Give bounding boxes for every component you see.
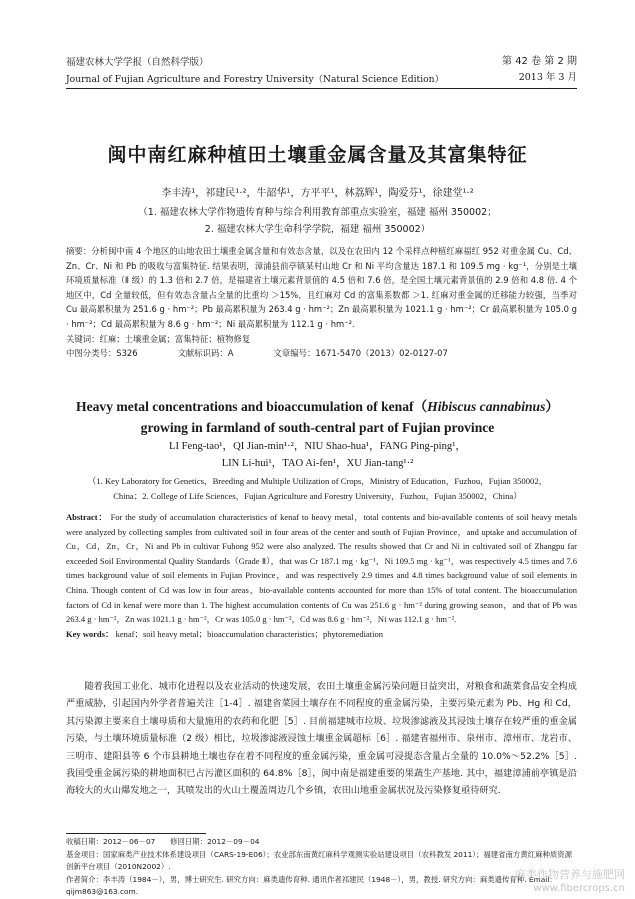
watermark-site-name: 麻类作物营养与施肥网	[515, 868, 625, 881]
classification-row	[66, 346, 577, 361]
watermark-url: www.fibercrops.cn	[533, 883, 625, 894]
intro-paragraph: 随着我国工业化、城市化进程以及农业活动的快速发展，农田土壤重金属污染问题日益突出，对粮食和蔬菜食品安全构成严重威胁，引起国内外学者普遍关注［1-4］. 福建省菜园土壤存在不同程度的重金属污染，主要污染元素为 Pb、Hg 和 Cd，其污染源主要来自土壤母质和大量施用的农药和化肥［5］. 目前福建城市垃圾、垃圾渗滤液及其浸蚀土壤存在较严重的重金属污染，与土壤环境质量标准（2 级）相比，垃圾渗滤液浸蚀土壤重金属超标［6］. 福建省福州市、泉州市、漳州市、龙岩市、三明市、建阳县等 6 个市县耕地土壤也存在着不同程度的重金属污染，重金属可浸提态含量占全量的 10.0%～52.2%［5］. 我国受重金属污染的耕地面积已占污灌区面积的 64.8%［8］，闽中南是福建重要的果蔬生产基地. 其中，福建漳浦前亭镇是沿海较大的火山爆发地之一，其喷发出的火山土覆盖周边几个乡镇，农田山地重金属状况及污染修复亟待研究.	[66, 681, 577, 797]
title-en-line-2: growing in farmland of south-central part of Fujian province	[140, 420, 495, 435]
authors-en-line: LIN Li-hui¹，TAO Ai-fen¹，XU Jian-tang¹·²	[221, 458, 414, 469]
running-header-right	[457, 55, 577, 85]
footnote-funding: 基金项目：国家麻类产业技术体系建设项目（CARS-19-E06）；农业部东南黄红麻科学观测实验站建设项目（农科教发 2011）；福建省南方黄红麻种质资源创新平台项目（2010N2002）.	[66, 849, 573, 872]
affiliation-line: （1. 福建农林大学作物遗传育种与综合利用教育部重点实验室，福建 福州 350002；	[138, 207, 497, 218]
running-header-left	[66, 56, 446, 87]
authors-en	[60, 438, 575, 472]
header-rule	[66, 88, 577, 89]
article-title-en	[60, 396, 575, 438]
species-name: Hibiscus cannabinus	[427, 399, 546, 414]
title-en-part: ）	[545, 399, 559, 414]
clc-number: 中图分类号：S326	[66, 348, 138, 359]
journal-name-en: Journal of Fujian Agriculture and Forestry University（Natural Science Edition）	[66, 74, 444, 85]
body-text	[66, 678, 577, 800]
document-code: 文献标识码：A	[177, 348, 234, 359]
abstract-block-en	[66, 510, 577, 641]
authors-cn: 李丰涛¹，祁建民¹·²，牛韶华¹，方平平¹，林荔辉¹，陶爱芬¹，徐建堂¹·²	[161, 188, 474, 199]
abstract-label: Abstract：	[66, 512, 108, 522]
abstract-cn: 摘要：分析闽中南 4 个地区的山地农田土壤重金属含量和有效态含量，以及在农田内 12 个采样点种植红麻福红 952 对重金属 Cu、Cd、Zn、Cr、Ni 和 Pb 的吸收与富集特征. 结果表明，漳浦县前亭镇某村山地 Cr 和 Ni 平均含量达 187.1 和 109.5 mg · kg⁻¹，分别是土壤环境质量标准（Ⅱ 级）的 1.3 倍和 2.7 倍，是福建省土壤元素背景值的 4.5 倍和 7.6 倍，是全国土壤元素背景值的 2.9 倍和 4.8 倍. 4 个地区中，Cd 全量较低，但有效态含量占全量的比重均 ＞15%，且红麻对 Cd 的富集系数都 ＞1. 红麻对重金属的迁移能力较强，当季对 Cu 最高累积量为 251.6 g · hm⁻²；Pb 最高累积量为 263.4 g · hm⁻²；Zn 最高累积量为 1021.1 g · hm⁻²；Cr 最高累积量为 105.0 g · hm⁻²；Cd 最高累积量为 8.6 g · hm⁻²；Ni 最高累积量为 112.1 g · hm⁻².	[66, 246, 577, 329]
title-en-line-1	[60, 396, 575, 417]
title-en-part: Heavy metal concentrations and bioaccumulation of kenaf（	[76, 399, 428, 414]
abstract-block-cn	[66, 244, 577, 361]
keywords-en-text: kenaf；soil heavy metal；bioaccumulation characteristics；phytoremediation	[115, 628, 384, 639]
keywords-en	[66, 627, 577, 642]
keywords-label: Key words：	[66, 628, 114, 639]
affiliation-en-line: （1. Key Laboratory for Genetics，Breeding and Multiple Utilization of Crops，Ministry of Education，Fuzhou，Fujian 350002，	[87, 476, 548, 486]
affiliation-en-line: China；2. College of Life Sciences，Fujian Agriculture and Forestry University，Fuzhou，Fujian 350002，China）	[113, 491, 522, 501]
journal-name-cn: 福建农林大学学报（自然科学版）	[66, 57, 209, 68]
affiliations-en	[70, 474, 565, 504]
article-title-cn: 闽中南红麻种植田土壤重金属含量及其富集特征	[107, 144, 528, 166]
footnote-dates: 收稿日期：2012－06－07 修回日期：2012－09－04	[66, 837, 260, 846]
keywords-cn: 关键词：红麻；土壤重金属；富集特征；植物修复	[66, 333, 251, 344]
footnote-author-info: 作者简介：李丰涛（1984－），男，博士研究生. 研究方向：麻类遗传育种. 通讯作者祁建民（1948－），男，教授. 研究方向：麻类遗传育种. Email：qijm863@163.com.	[66, 874, 557, 897]
issue-date: 2013 年 3 月	[518, 72, 577, 83]
footnote-rule	[66, 833, 206, 834]
affiliations-cn	[60, 204, 575, 238]
volume-issue: 第 42 卷 第 2 期	[502, 56, 577, 67]
watermark	[415, 868, 625, 895]
authors-en-line: LI Feng-tao¹，QI Jian-min¹·²，NIU Shao-hua¹，FANG Ping-ping¹，	[169, 441, 466, 452]
article-id: 文章编号：1671-5470（2013）02-0127-07	[273, 348, 448, 359]
abstract-en-text: For the study of accumulation characteristics of kenaf to heavy metal，total contents and bio-available contents of soil heavy metals were analyzed by collecting samples from cultivated soil in four areas of the center and south of Fujian Province，and uptake and accumulation of Cu，Cd，Zn，Cr，Ni and Pb in cultivar Fuhong 952 were also analyzed. The results showed that Cr and Ni in cultivated soil of Zhangpu far exceeded Soil Environmental Quality Standards（Grade Ⅱ），that was Cr 187.1 mg · kg⁻¹，Ni 109.5 mg · kg⁻¹，was respectively 4.5 times and 7.6 times background value of soil elements in Fujian Province，and was respectively 2.9 times and 4.8 times background value of soil elements in China. Though content of Cd was low in four areas，bio-available contents accounted for more than 15% of total content. The bioaccumulation factors of Cd in kenaf were more than 1. The highest accumulation contents of Cu was 251.6 g · hm⁻² during growing season，and that of Pb was 263.4 g · hm⁻²，Zn was 1021.1 g · hm⁻²，Cr was 105.0 g · hm⁻²，Cd was 8.6 g · hm⁻²，Ni was 112.1 g · hm⁻².	[66, 512, 577, 625]
affiliation-line: 2. 福建农林大学生命科学学院，福建 福州 350002）	[204, 224, 431, 235]
abstract-en	[66, 510, 577, 627]
